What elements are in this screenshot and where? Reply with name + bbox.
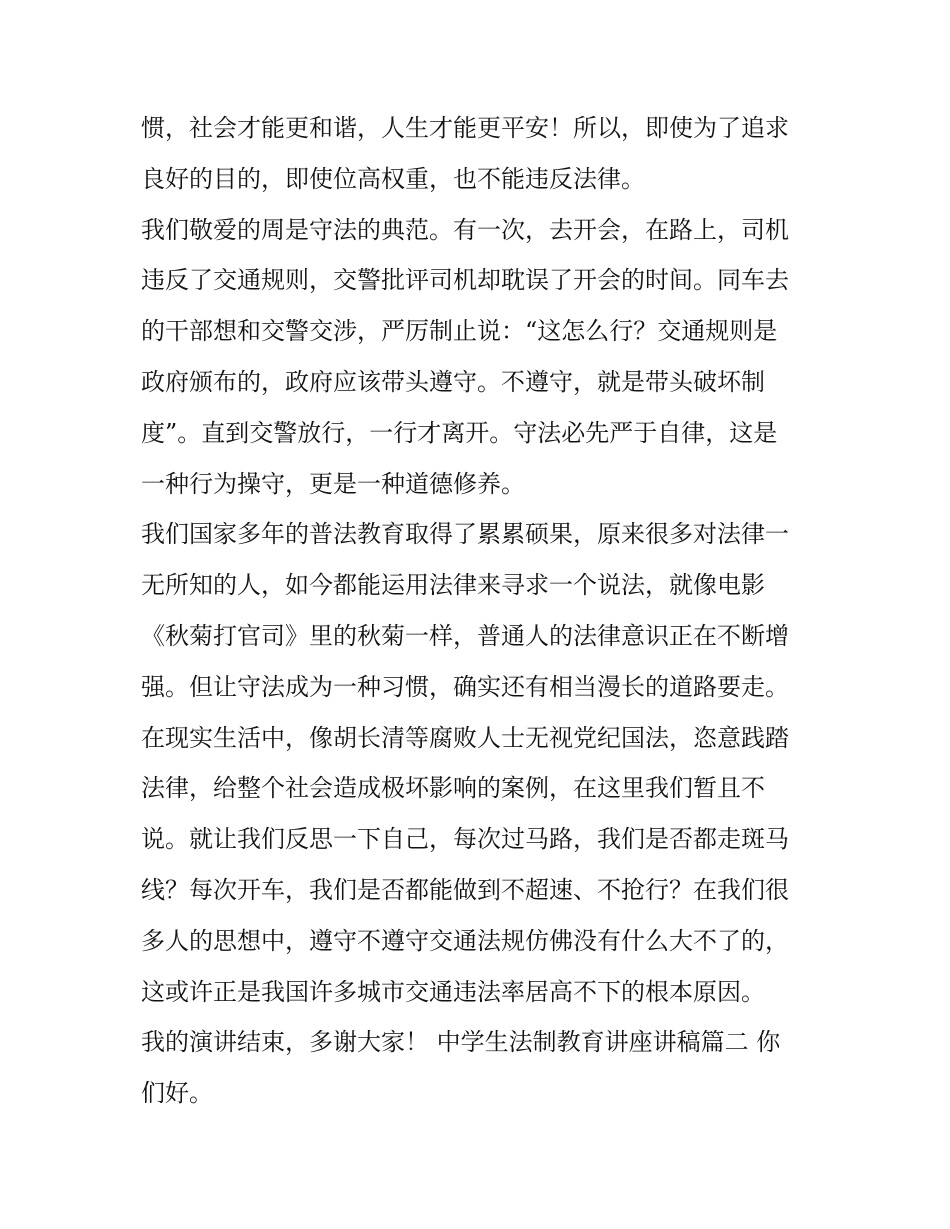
text-line-14: 法律，给整个社会造成极坏影响的案例，在这里我们暂且不 — [141, 774, 765, 803]
text-line-10: 无所知的人，如今都能运用法律来寻求一个说法，就像电影 — [141, 571, 765, 600]
text-line-15: 说。就让我们反思一下自己，每次过马路，我们是否都走斑马 — [141, 825, 789, 854]
text-line-2: 良好的目的，即使位高权重，也不能违反法律。 — [141, 164, 645, 193]
text-line-11: 《秋菊打官司》里的秋菊一样，普通人的法律意识正在不断增 — [141, 621, 789, 650]
text-line-6: 政府颁布的，政府应该带头遵守。不遵守，就是带头破坏制 — [141, 367, 765, 396]
text-line-18: 这或许正是我国许多城市交通违法率居高不下的根本原因。 — [141, 977, 765, 1006]
text-line-20: 们好。 — [141, 1079, 213, 1108]
body-text — [141, 103, 821, 1119]
text-line-12: 强。但让守法成为一种习惯，确实还有相当漫长的道路要走。 — [141, 672, 789, 701]
text-line-3: 我们敬爱的周是守法的典范。有一次，去开会，在路上，司机 — [141, 215, 789, 244]
text-line-17: 多人的思想中，遵守不遵守交通法规仿佛没有什么大不了的， — [141, 926, 789, 955]
text-line-13: 在现实生活中，像胡长清等腐败人士无视党纪国法，恣意践踏 — [141, 723, 789, 752]
text-line-1: 惯，社会才能更和谐，人生才能更平安！所以，即使为了追求 — [141, 114, 789, 142]
text-line-5: 的干部想和交警交涉，严厉制止说：“这怎么行？交通规则是 — [141, 317, 778, 346]
text-line-19: 我的演讲结束，多谢大家！ 中学生法制教育讲座讲稿篇二 你 — [141, 1028, 781, 1057]
text-line-8: 一种行为操守，更是一种道德修养。 — [141, 469, 525, 498]
text-line-9: 我们国家多年的普法教育取得了累累硕果，原来很多对法律一 — [141, 520, 789, 549]
text-line-16: 线？每次开车，我们是否都能做到不超速、不抢行？在我们很 — [141, 875, 789, 904]
text-line-7: 度”。直到交警放行，一行才离开。守法必先严于自律，这是 — [141, 418, 778, 447]
text-line-4: 违反了交通规则，交警批评司机却耽误了开会的时间。同车去 — [141, 266, 789, 295]
